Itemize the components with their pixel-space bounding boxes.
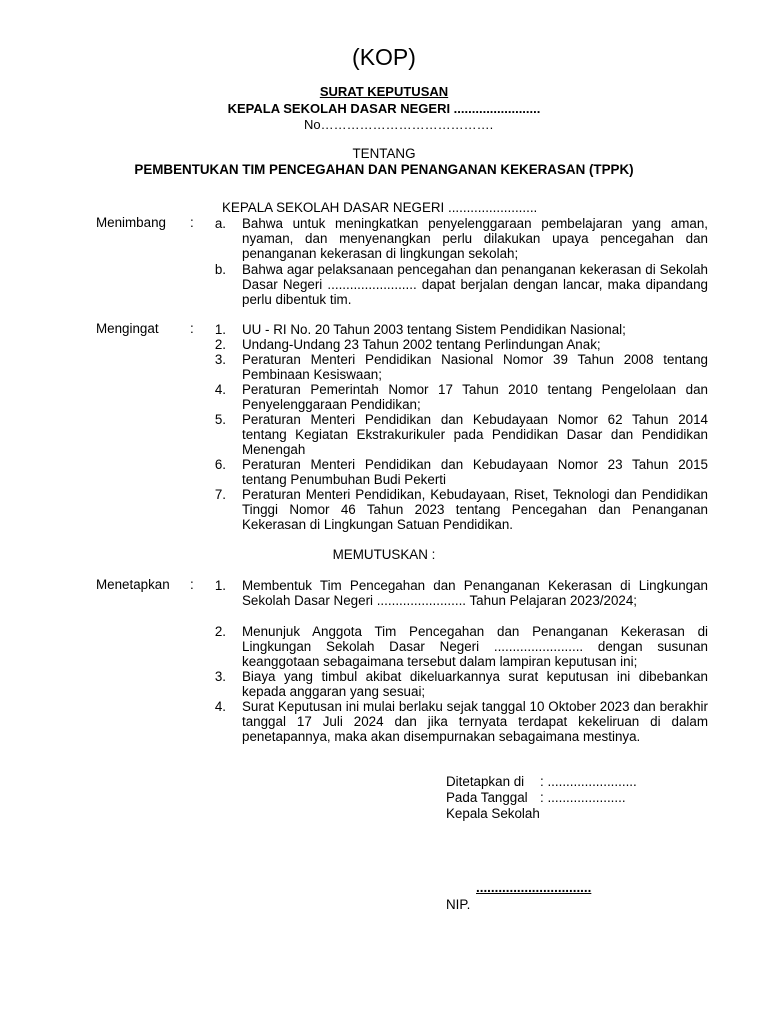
- signature-name: ...............................: [476, 880, 592, 895]
- list-marker: 7.: [214, 487, 226, 502]
- document-subject: PEMBENTUKAN TIM PENCEGAHAN DAN PENANGANAN KEKERASAN (TPPK): [134, 162, 634, 177]
- signature-date: [446, 790, 626, 806]
- list-item-text: Bahwa untuk meningkatkan penyelenggaraan pembelajaran yang aman, nyaman, dan menyenangkan perlu dilakukan upaya pencegahan dan penanganan kekerasan di lingkungan sekolah;: [242, 216, 708, 261]
- list-item-text: Peraturan Menteri Pendidikan dan Kebudayaan Nomor 23 Tahun 2015 tentang Penumbuhan Budi Pekerti: [242, 457, 708, 487]
- opening-line: KEPALA SEKOLAH DASAR NEGERI ........................: [222, 200, 538, 215]
- about-label: TENTANG: [352, 146, 416, 161]
- list-marker: 2.: [214, 624, 226, 639]
- menimbang-colon: :: [190, 215, 194, 230]
- signature-date-label: Pada Tanggal: [446, 790, 528, 805]
- menetapkan-label: Menetapkan: [96, 577, 170, 592]
- signature-role: Kepala Sekolah: [446, 806, 540, 821]
- signature-place: [446, 774, 637, 790]
- list-marker: 5.: [214, 412, 226, 427]
- list-item-text: Peraturan Menteri Pendidikan, Kebudayaan, Riset, Teknologi dan Pendidikan Tinggi Nomor 46 Tahun 2023 tentang Pencegahan dan Penanganan Kekerasan di Lingkungan Satuan Pendidikan.: [242, 487, 708, 532]
- document-title: SURAT KEPUTUSAN: [319, 84, 449, 99]
- signature-date-value: : .....................: [540, 790, 626, 805]
- list-marker: 4.: [214, 382, 226, 397]
- signature-place-label: Ditetapkan di: [446, 774, 525, 789]
- list-item-text: Membentuk Tim Pencegahan dan Penanganan Kekerasan di Lingkungan Sekolah Dasar Negeri ........................ Tahun Pelajaran 2023/2024;: [242, 578, 708, 608]
- list-item-text: UU - RI No. 20 Tahun 2003 tentang Sistem Pendidikan Nasional;: [242, 322, 626, 337]
- list-item-text: Undang-Undang 23 Tahun 2002 tentang Perlindungan Anak;: [242, 337, 601, 352]
- kop-placeholder: (KOP): [352, 44, 416, 70]
- list-item-text: Peraturan Menteri Pendidikan Nasional Nomor 39 Tahun 2008 tentang Pembinaan Kesiswaan;: [242, 352, 708, 382]
- menimbang-label: Menimbang: [96, 215, 166, 230]
- document-number: No………………………………….: [304, 117, 494, 132]
- list-marker: 3.: [214, 669, 226, 684]
- list-marker: b.: [214, 262, 226, 277]
- list-item-text: Biaya yang timbul akibat dikeluarkannya surat keputusan ini dibebankan kepada anggaran yang sesuai;: [242, 669, 708, 699]
- list-marker: 2.: [214, 337, 226, 352]
- list-marker: 1.: [214, 578, 226, 593]
- mengingat-label: Mengingat: [96, 321, 159, 336]
- list-item-text: Surat Keputusan ini mulai berlaku sejak tanggal 10 Oktober 2023 dan berakhir tanggal 17 Juli 2024 dan jika ternyata terdapat kekeliruan di dalam penetapannya, maka akan disempurnakan sebagaimana mestinya.: [242, 699, 708, 744]
- list-marker: 4.: [214, 699, 226, 714]
- signature-nip: NIP.: [446, 897, 471, 912]
- issuer-line: KEPALA SEKOLAH DASAR NEGERI ........................: [227, 101, 541, 116]
- list-item-text: Menunjuk Anggota Tim Pencegahan dan Penanganan Kekerasan di Lingkungan Sekolah Dasar Negeri ........................ dengan susunan keanggotaan sebagaimana tersebut dalam lampiran keputusan ini;: [242, 624, 708, 669]
- list-item-text: Peraturan Menteri Pendidikan dan Kebudayaan Nomor 62 Tahun 2014 tentang Kegiatan Ekstrakurikuler pada Pendidikan Dasar dan Pendidikan Menengah: [242, 412, 708, 457]
- list-marker: a.: [214, 216, 226, 231]
- signature-place-value: : ........................: [540, 774, 637, 789]
- list-marker: 1.: [214, 322, 226, 337]
- list-item-text: Peraturan Pemerintah Nomor 17 Tahun 2010 tentang Pengelolaan dan Penyelenggaraan Pendidikan;: [242, 382, 708, 412]
- list-item-text: Bahwa agar pelaksanaan pencegahan dan penanganan kekerasan di Sekolah Dasar Negeri ........................ dapat berjalan dengan lancar, maka dipandang perlu dibentuk tim.: [242, 262, 708, 307]
- list-marker: 6.: [214, 457, 226, 472]
- mengingat-colon: :: [190, 321, 194, 336]
- list-marker: 3.: [214, 352, 226, 367]
- memutuskan-heading: MEMUTUSKAN :: [332, 547, 436, 562]
- menetapkan-colon: :: [190, 577, 194, 592]
